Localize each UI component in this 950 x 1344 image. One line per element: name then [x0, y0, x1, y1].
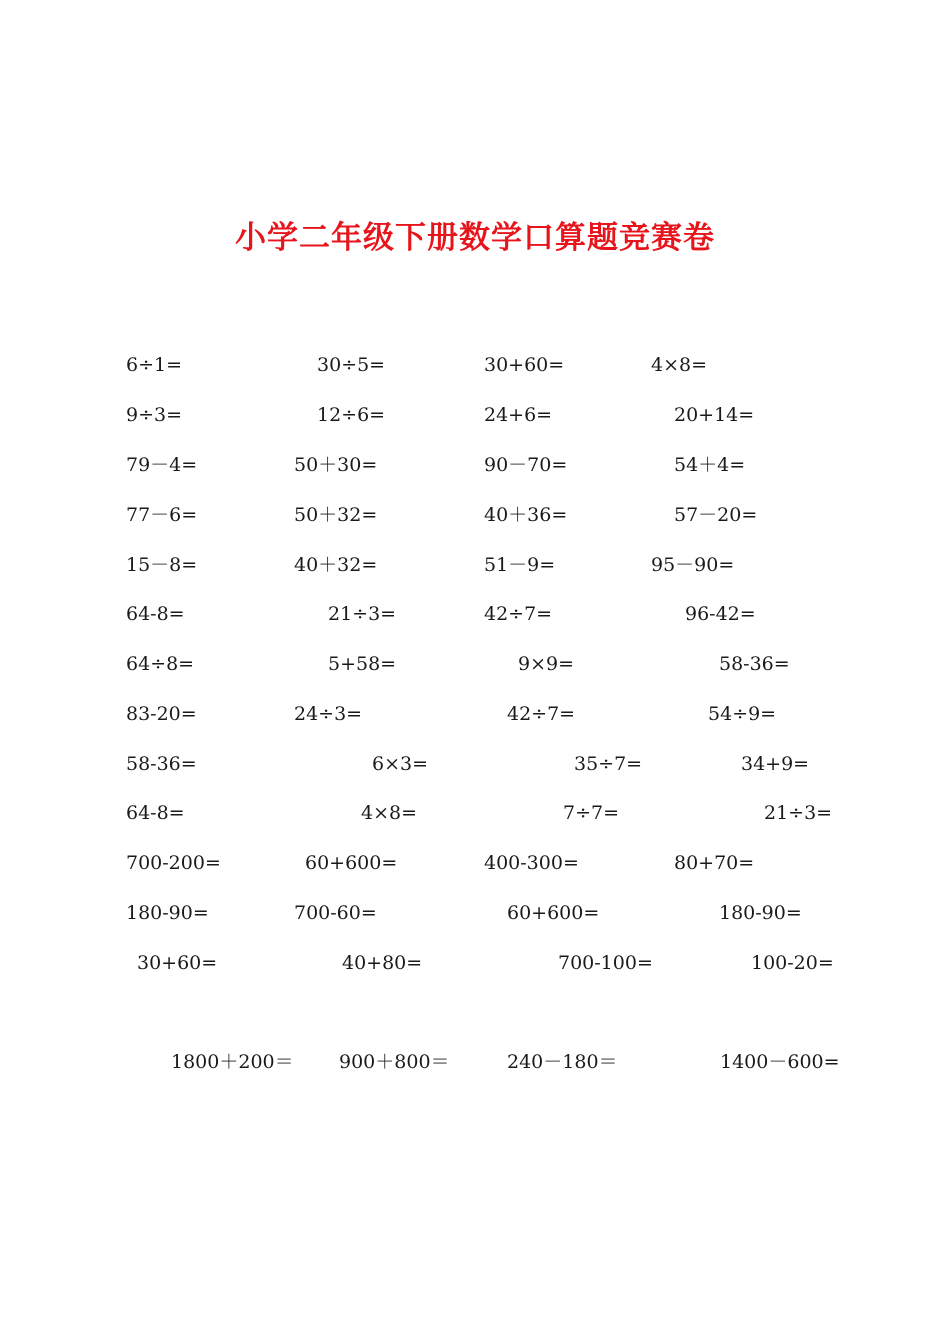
- problem: 40+80=: [342, 952, 423, 974]
- problem: 180-90=: [719, 902, 802, 924]
- problem: 30+60=: [137, 952, 218, 974]
- problem: 64-8=: [126, 603, 185, 625]
- problem: 4×8=: [651, 354, 708, 376]
- problem: 54÷9=: [708, 703, 777, 725]
- problem: 30÷5=: [317, 354, 386, 376]
- problem: 400-300=: [484, 852, 579, 874]
- problem: 51－9=: [484, 554, 556, 576]
- problem: 35÷7=: [574, 753, 643, 775]
- problem: 15－8=: [126, 554, 198, 576]
- problem: 64-8=: [126, 802, 185, 824]
- problem: 700-200=: [126, 852, 221, 874]
- problem: 40＋36=: [484, 504, 568, 526]
- problem: 58-36=: [126, 753, 197, 775]
- problem: 95－90=: [651, 554, 735, 576]
- problem: 57－20=: [674, 504, 758, 526]
- problem: 20+14=: [674, 404, 755, 426]
- problem: 60+600=: [507, 902, 600, 924]
- problem: 64÷8=: [126, 653, 195, 675]
- problem: 240－180＝: [507, 1051, 618, 1073]
- problem: 9×9=: [518, 653, 575, 675]
- page-title: 小学二年级下册数学口算题竞赛卷: [235, 220, 715, 256]
- problem: 83-20=: [126, 703, 197, 725]
- problem: 54＋4=: [674, 454, 746, 476]
- problem: 96-42=: [685, 603, 756, 625]
- problem: 7÷7=: [563, 802, 620, 824]
- problem: 79－4=: [126, 454, 198, 476]
- problem: 1800＋200＝: [171, 1051, 294, 1073]
- problem: 21÷3=: [764, 802, 833, 824]
- problem: 1400－600=: [720, 1051, 840, 1073]
- problem: 60+600=: [305, 852, 398, 874]
- problem: 5+58=: [328, 653, 397, 675]
- problem: 40＋32=: [294, 554, 378, 576]
- problem: 21÷3=: [328, 603, 397, 625]
- problem: 24+6=: [484, 404, 553, 426]
- problem: 58-36=: [719, 653, 790, 675]
- problem: 90－70=: [484, 454, 568, 476]
- problem: 12÷6=: [317, 404, 386, 426]
- problem: 900＋800＝: [339, 1051, 450, 1073]
- problem: 6×3=: [372, 753, 429, 775]
- problem: 9÷3=: [126, 404, 183, 426]
- problem: 24÷3=: [294, 703, 363, 725]
- problem: 80+70=: [674, 852, 755, 874]
- problem: 700-60=: [294, 902, 377, 924]
- problem: 50＋32=: [294, 504, 378, 526]
- problem: 180-90=: [126, 902, 209, 924]
- problem: 700-100=: [558, 952, 653, 974]
- problem: 30+60=: [484, 354, 565, 376]
- problem: 42÷7=: [484, 603, 553, 625]
- problem: 34+9=: [741, 753, 810, 775]
- problem: 77－6=: [126, 504, 198, 526]
- problem: 6÷1=: [126, 354, 183, 376]
- problem: 42÷7=: [507, 703, 576, 725]
- problem: 50＋30=: [294, 454, 378, 476]
- problem: 4×8=: [361, 802, 418, 824]
- problem: 100-20=: [751, 952, 834, 974]
